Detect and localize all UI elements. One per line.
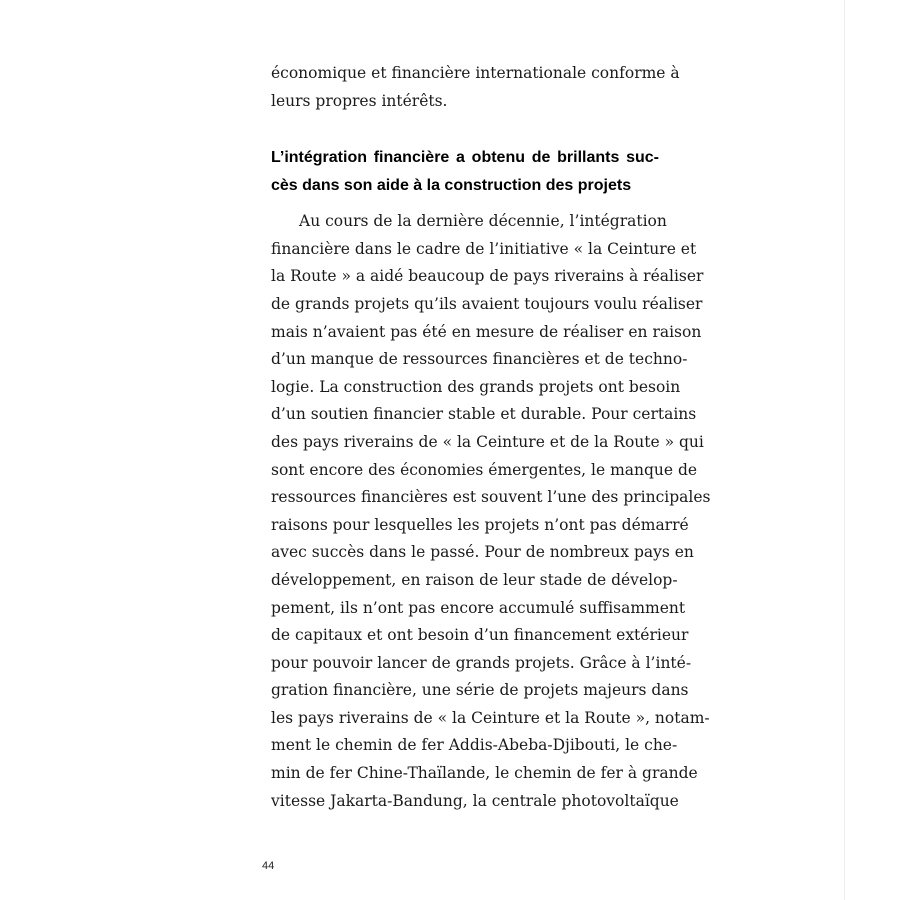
paragraph-line: économique et financière internationale conforme à xyxy=(271,64,680,82)
paragraph-line: min de fer Chine-Thaïlande, le chemin de fer à grande xyxy=(271,764,698,783)
paragraph-line: d’un manque de ressources financières et de techno- xyxy=(271,350,688,369)
paragraph-line: raisons pour lesquelles les projets n’ont pas démarré xyxy=(271,515,689,534)
paragraph-line: les pays riverains de « la Ceinture et la Route », notam- xyxy=(271,708,710,727)
body-paragraph xyxy=(271,208,711,815)
paragraph-line: sont encore des économies émergentes, le manque de xyxy=(271,460,698,479)
paragraph-line: ment le chemin de fer Addis-Abeba-Djibouti, le che- xyxy=(271,736,678,755)
heading-line: L’intégration financière a obtenu de brillants suc- xyxy=(271,149,659,167)
paragraph-line: Au cours de la dernière décennie, l’intégration xyxy=(299,212,667,231)
continued-paragraph xyxy=(271,60,680,115)
paragraph-line: mais n’avaient pas été en mesure de réaliser en raison xyxy=(271,322,702,341)
text-column xyxy=(271,60,711,815)
paragraph-line: la Route » a aidé beaucoup de pays riverains à réaliser xyxy=(271,267,704,286)
paragraph-line: de capitaux et ont besoin d’un financement extérieur xyxy=(271,626,689,645)
page-number: 44 xyxy=(262,860,275,872)
paragraph-line: logie. La construction des grands projets ont besoin xyxy=(271,377,681,396)
paragraph-line: pour pouvoir lancer de grands projets. Grâce à l’inté- xyxy=(271,653,692,672)
paragraph-line: leurs propres intérêts. xyxy=(271,91,448,110)
paragraph-line: des pays riverains de « la Ceinture et de la Route » qui xyxy=(271,432,704,451)
paragraph-line: financière dans le cadre de l’initiative « la Ceinture et xyxy=(271,239,697,258)
heading-line: cès dans son aide à la construction des projets xyxy=(271,177,632,195)
page-edge-divider xyxy=(844,0,845,900)
paragraph-line: d’un soutien financier stable et durable. Pour certains xyxy=(271,405,697,424)
paragraph-line: avec succès dans le passé. Pour de nombreux pays en xyxy=(271,543,694,562)
paragraph-line: pement, ils n’ont pas encore accumulé suffisamment xyxy=(271,598,686,617)
paragraph-line: ressources financières est souvent l’une des principales xyxy=(271,488,711,507)
section-heading xyxy=(271,144,659,200)
paragraph-line: développement, en raison de leur stade de dévelop- xyxy=(271,570,678,589)
paragraph-line: de grands projets qu’ils avaient toujours voulu réaliser xyxy=(271,294,703,313)
paragraph-line: vitesse Jakarta-Bandung, la centrale photovoltaïque xyxy=(271,791,679,810)
paragraph-line: gration financière, une série de projets majeurs dans xyxy=(271,681,689,700)
